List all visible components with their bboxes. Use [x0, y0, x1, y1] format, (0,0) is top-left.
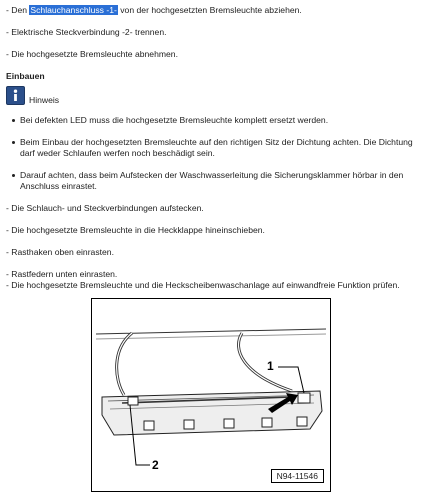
- step-engage-top-hooks: - Rasthaken oben einrasten.: [6, 247, 114, 257]
- step-insert-brake-light: - Die hochgesetzte Bremsleuchte in die Heckklappe hineinschieben.: [6, 225, 265, 235]
- bullet-dot-icon: [12, 119, 15, 122]
- note-label: Hinweis: [29, 95, 60, 105]
- step-remove-brake-light: - Die hochgesetzte Bremsleuchte abnehmen.: [6, 49, 178, 59]
- section-heading: Einbauen: [6, 71, 45, 81]
- step-attach-connections: - Die Schlauch- und Steckverbindungen aufstecken.: [6, 203, 204, 213]
- highlighted-term: Schlauchanschluss -1-: [30, 5, 117, 15]
- list-item: Darauf achten, dass beim Aufstecken der Waschwasserleitung die Sicherungsklammer hörbar in den Anschluss einrastet.: [20, 170, 419, 192]
- list-item: Beim Einbau der hochgesetzten Bremsleuchte auf den richtigen Sitz der Dichtung achten. Die Dichtung darf weder Schlaufen werfen noch beschädigt sein.: [20, 137, 419, 159]
- info-icon: [6, 86, 25, 105]
- list-item: Bei defekten LED muss die hochgesetzte Bremsleuchte komplett ersetzt werden.: [20, 115, 419, 126]
- technical-illustration: [91, 298, 331, 492]
- figure-code: N94-11546: [271, 469, 324, 483]
- step-disconnect-connector: - Elektrische Steckverbindung -2- trennen.: [6, 27, 167, 37]
- brake-light-drawing: [92, 299, 330, 491]
- step-disconnect-hose: - Den Schlauchanschluss -1- von der hochgesetzten Bremsleuchte abziehen.: [6, 5, 302, 15]
- bullet-dot-icon: [12, 174, 15, 177]
- callout-1: 1: [267, 359, 274, 373]
- step-engage-bottom-springs: - Rastfedern unten einrasten.: [6, 269, 118, 279]
- step-check-function: - Die hochgesetzte Bremsleuchte und die Heckscheibenwaschanlage auf einwandfreie Funktion prüfen.: [6, 280, 400, 290]
- bullet-dot-icon: [12, 141, 15, 144]
- callout-2: 2: [152, 458, 159, 472]
